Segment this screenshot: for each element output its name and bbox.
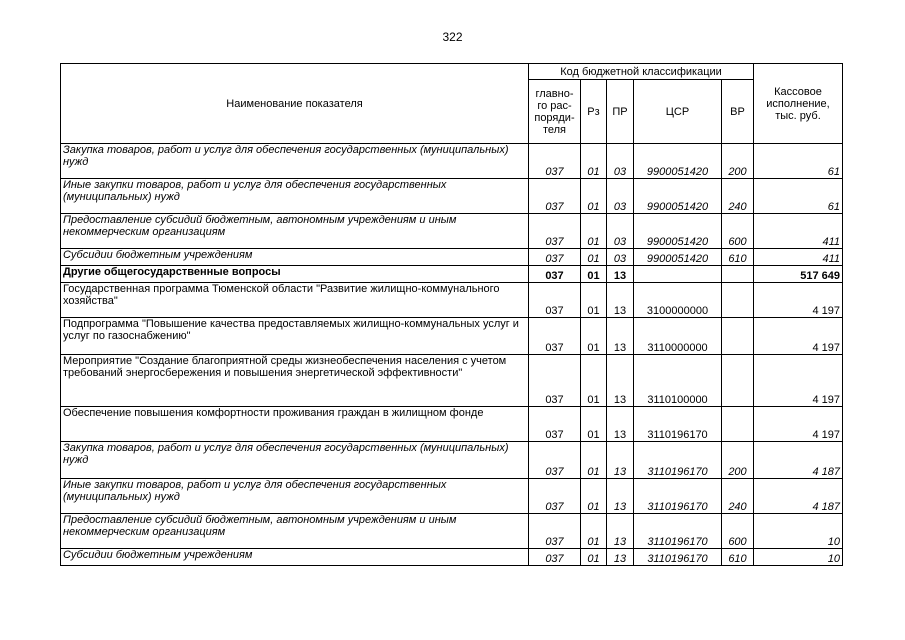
row-glav: 037 (529, 214, 581, 249)
row-rz: 01 (581, 266, 607, 283)
table-row (61, 266, 843, 283)
row-name: Обеспечение повышения комфортности проживания граждан в жилищном фонде (61, 407, 529, 442)
row-csr: 3110196170 (634, 479, 722, 514)
row-pr: 13 (607, 355, 634, 407)
row-vr: 610 (722, 549, 754, 566)
row-vr: 240 (722, 479, 754, 514)
row-amount: 4 197 (754, 318, 843, 355)
row-vr: 240 (722, 179, 754, 214)
row-pr: 13 (607, 318, 634, 355)
row-vr (722, 266, 754, 283)
row-vr: 600 (722, 514, 754, 549)
row-pr: 03 (607, 214, 634, 249)
row-csr: 3110196170 (634, 407, 722, 442)
row-rz: 01 (581, 355, 607, 407)
row-amount: 4 197 (754, 283, 843, 318)
row-csr: 3110100000 (634, 355, 722, 407)
table-row (61, 479, 843, 514)
row-csr: 3110196170 (634, 442, 722, 479)
row-pr: 03 (607, 179, 634, 214)
row-rz: 01 (581, 249, 607, 266)
row-amount: 10 (754, 549, 843, 566)
budget-table (60, 63, 843, 566)
header-csr: ЦСР (634, 80, 722, 144)
row-name: Предоставление субсидий бюджетным, автономным учреждениям и иным некоммерческим организациям (61, 214, 529, 249)
row-pr: 13 (607, 514, 634, 549)
row-vr (722, 407, 754, 442)
row-csr: 9900051420 (634, 249, 722, 266)
row-name: Закупка товаров, работ и услуг для обеспечения государственных (муниципальных) нужд (61, 442, 529, 479)
table-row (61, 549, 843, 566)
header-rz: Рз (581, 80, 607, 144)
row-glav: 037 (529, 179, 581, 214)
row-rz: 01 (581, 179, 607, 214)
row-rz: 01 (581, 442, 607, 479)
row-vr (722, 318, 754, 355)
row-csr: 3110196170 (634, 549, 722, 566)
row-rz: 01 (581, 144, 607, 179)
table-body (61, 144, 843, 566)
row-name: Другие общегосударственные вопросы (61, 266, 529, 283)
row-rz: 01 (581, 214, 607, 249)
row-pr: 03 (607, 144, 634, 179)
row-glav: 037 (529, 479, 581, 514)
row-name: Иные закупки товаров, работ и услуг для обеспечения государственных (муниципальных) нужд (61, 179, 529, 214)
row-csr: 9900051420 (634, 144, 722, 179)
row-glav: 037 (529, 266, 581, 283)
row-rz: 01 (581, 407, 607, 442)
page-number: 322 (442, 30, 463, 44)
row-vr: 200 (722, 442, 754, 479)
table-row (61, 249, 843, 266)
row-name: Закупка товаров, работ и услуг для обеспечения государственных (муниципальных) нужд (61, 144, 529, 179)
row-csr: 3100000000 (634, 283, 722, 318)
row-pr: 13 (607, 549, 634, 566)
table-row (61, 514, 843, 549)
row-csr: 3110196170 (634, 514, 722, 549)
table-row (61, 355, 843, 407)
row-glav: 037 (529, 144, 581, 179)
row-rz: 01 (581, 283, 607, 318)
row-amount: 61 (754, 144, 843, 179)
row-rz: 01 (581, 318, 607, 355)
row-amount: 4 187 (754, 479, 843, 514)
row-vr: 600 (722, 214, 754, 249)
row-amount: 10 (754, 514, 843, 549)
row-csr: 3110000000 (634, 318, 722, 355)
row-amount: 4 197 (754, 407, 843, 442)
row-rz: 01 (581, 479, 607, 514)
row-amount: 411 (754, 214, 843, 249)
row-pr: 03 (607, 249, 634, 266)
header-name: Наименование показателя (61, 64, 529, 144)
header-glav: главно-го рас-поряди-теля (529, 80, 581, 144)
row-glav: 037 (529, 318, 581, 355)
row-csr: 9900051420 (634, 214, 722, 249)
row-amount: 517 649 (754, 266, 843, 283)
row-amount: 411 (754, 249, 843, 266)
row-name: Предоставление субсидий бюджетным, автономным учреждениям и иным некоммерческим организациям (61, 514, 529, 549)
row-glav: 037 (529, 355, 581, 407)
table-row (61, 144, 843, 179)
row-glav: 037 (529, 514, 581, 549)
row-pr: 13 (607, 479, 634, 514)
header-amount: Кассовое исполнение, тыс. руб. (754, 64, 843, 144)
table-row (61, 283, 843, 318)
table-row (61, 318, 843, 355)
row-rz: 01 (581, 549, 607, 566)
row-pr: 13 (607, 442, 634, 479)
row-name: Субсидии бюджетным учреждениям (61, 249, 529, 266)
row-name: Подпрограмма "Повышение качества предоставляемых жилищно-коммунальных услуг и услуг по газоснабжению" (61, 318, 529, 355)
row-pr: 13 (607, 283, 634, 318)
row-glav: 037 (529, 283, 581, 318)
row-vr (722, 355, 754, 407)
row-name: Иные закупки товаров, работ и услуг для обеспечения государственных (муниципальных) нужд (61, 479, 529, 514)
row-rz: 01 (581, 514, 607, 549)
row-vr (722, 283, 754, 318)
table-row (61, 407, 843, 442)
row-csr (634, 266, 722, 283)
header-pr: ПР (607, 80, 634, 144)
row-name: Мероприятие "Создание благоприятной среды жизнеобеспечения населения с учетом требований энергосбережения и повышения энергетической эффективности" (61, 355, 529, 407)
row-amount: 4 187 (754, 442, 843, 479)
row-glav: 037 (529, 442, 581, 479)
row-csr: 9900051420 (634, 179, 722, 214)
row-pr: 13 (607, 266, 634, 283)
row-glav: 037 (529, 249, 581, 266)
header-code-group: Код бюджетной классификации (529, 64, 754, 80)
row-vr: 610 (722, 249, 754, 266)
row-pr: 13 (607, 407, 634, 442)
table-row (61, 442, 843, 479)
row-glav: 037 (529, 549, 581, 566)
table-row (61, 179, 843, 214)
row-amount: 61 (754, 179, 843, 214)
row-name: Субсидии бюджетным учреждениям (61, 549, 529, 566)
header-vr: ВР (722, 80, 754, 144)
row-amount: 4 197 (754, 355, 843, 407)
row-name: Государственная программа Тюменской области "Развитие жилищно-коммунального хозяйства" (61, 283, 529, 318)
table-row (61, 214, 843, 249)
row-glav: 037 (529, 407, 581, 442)
row-vr: 200 (722, 144, 754, 179)
